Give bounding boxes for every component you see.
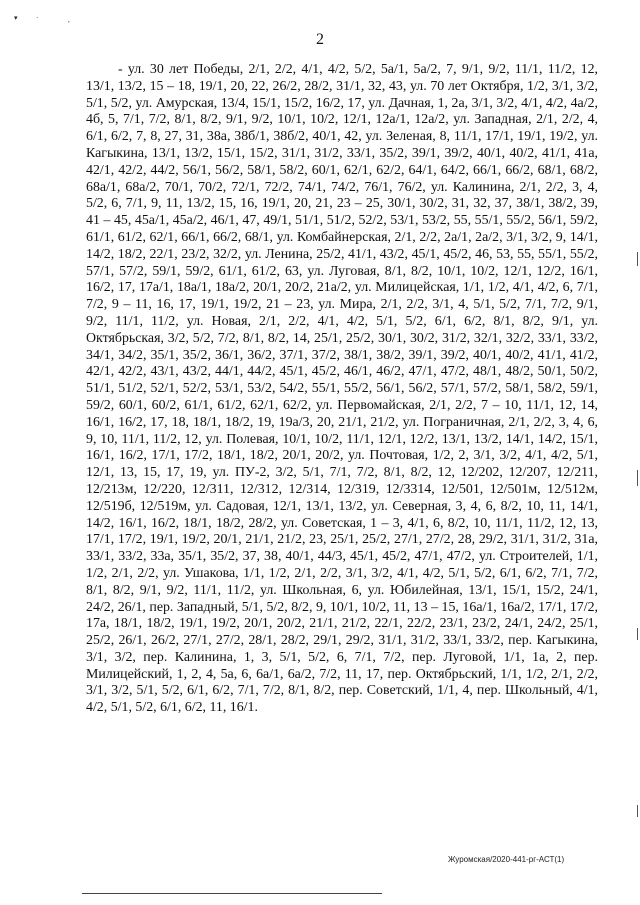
scan-edge-mark: [637, 628, 638, 640]
scan-edge-mark: [637, 805, 638, 817]
scan-speck: ,: [68, 16, 70, 24]
footer-rule: [82, 893, 382, 894]
document-code: Журомская/2020-441-рг-АСТ(1): [448, 855, 565, 864]
page-number: 2: [316, 31, 324, 48]
scan-speck: ▾: [14, 14, 18, 22]
scan-edge-mark: [637, 252, 638, 266]
scan-edge-mark: [637, 470, 638, 486]
address-list-paragraph: - ул. 30 лет Победы, 2/1, 2/2, 4/1, 4/2, 5/2, 5а/1, 5а/2, 7, 9/1, 9/2, 11/1, 11/2, 12, 13/1, 13/2, 15 – 18, 19/1, 20, 22, 26/2, 28/2, 31/1, 32, 43, ул. 70 лет Октября, 1/2, 3/1, 3/2, 5/1, 5/2, ул. Амурская, 13/4, 15/1, 15/2, 16/2, 17, ул. Дачная, 1, 2а, 3/1, 3/2, 4/1, 4/2, 4а/2, 4б, 5, 7/1, 7/2, 8/1, 8/2, 9/1, 9/2, 10/1, 10/2, 12/1, 12а/1, 12а/2, ул. Западная, 2/1, 2/2, 4, 6/1, 6/2, 7, 8, 27, 31, 38а, 38б/1, 38б/2, 40/1, 42, ул. Зеленая, 8, 11/1, 17/1, 19/1, 19/2, ул. Кагыкина, 13/1, 13/2, 15/1, 15/2, 31/1, 31/2, 33/1, 35/2, 39/1, 39/2, 40/1, 40/2, 41/1, 41а, 42/1, 42/2, 44/2, 56/1, 56/2, 58/1, 58/2, 60/1, 62/1, 62/2, 64/1, 64/2, 66/1, 66/2, 68/1, 68/2, 68а/1, 68а/2, 70/1, 70/2, 72/1, 72/2, 74/1, 74/2, 76/1, 76/2, ул. Калинина, 2/1, 2/2, 3, 4, 5/2, 6, 7/1, 9, 11, 13/2, 15, 16, 19/1, 20, 21, 23 – 25, 30/1, 30/2, 31, 32, 37, 38/1, 38/2, 39, 41 – 45, 45а/1, 45а/2, 46/1, 47, 49/1, 51/1, 51/2, 52/2, 53/1, 53/2, 55, 55/1, 55/2, 56/1, 59/2, 61/1, 61/2, 62/1, 66/1, 66/2, 68/1, ул. Комбайнерская, 2/1, 2/2, 2а/1, 2а/2, 3/1, 3/2, 9, 14/1, 14/2, 18/2, 22/1, 23/2, 32/2, ул. Ленина, 25/2, 41/1, 43/2, 45/1, 45/2, 46, 53, 55, 55/1, 55/2, 57/1, 57/2, 59/1, 59/2, 61/1, 61/2, 63, ул. Луговая, 8/1, 8/2, 10/1, 10/2, 12/1, 12/2, 16/1, 16/2, 17, 17а/1, 18а/1, 18а/2, 20/1, 20/2, 21а/2, ул. Милицейская, 1/1, 1/2, 4/1, 4/2, 6, 7/1, 7/2, 9 – 11, 16, 17, 19/1, 19/2, 21 – 23, ул. Мира, 2/1, 2/2, 3/1, 4, 5/1, 5/2, 7/1, 7/2, 9/1, 9/2, 11/1, 11/2, ул. Новая, 2/1, 2/2, 4/1, 4/2, 5/1, 5/2, 6/1, 6/2, 8/1, 8/2, 9/1, ул. Октябрьская, 3/2, 5/2, 7/2, 8/1, 8/2, 14, 25/1, 25/2, 30/1, 30/2, 31/2, 32/1, 32/2, 33/1, 33/2, 34/1, 34/2, 35/1, 35/2, 36/1, 36/2, 37/1, 37/2, 38/1, 38/2, 39/1, 39/2, 40/1, 40/2, 41/1, 41/2, 42/1, 42/2, 43/1, 43/2, 44/1, 44/2, 45/1, 45/2, 46/1, 46/2, 47/1, 47/2, 48/1, 48/2, 50/1, 50/2, 51/1, 51/2, 52/1, 52/2, 53/1, 53/2, 54/2, 55/1, 55/2, 56/1, 56/2, 57/1, 57/2, 58/1, 58/2, 59/1, 59/2, 60/1, 60/2, 61/1, 61/2, 62/1, 62/2, ул. Первомайская, 2/1, 2/2, 7 – 10, 11/1, 12, 14, 16/1, 16/2, 17, 18, 18/1, 18/2, 19, 19а/3, 20, 21/1, 21/2, ул. Пограничная, 2/1, 2/2, 3, 4, 6, 9, 10, 11/1, 11/2, 12, ул. Полевая, 10/1, 10/2, 11/1, 12/1, 12/2, 13/1, 13/2, 14/1, 14/2, 15/1, 16/1, 16/2, 17/1, 17/2, 18/1, 18/2, 20/1, 20/2, ул. Почтовая, 1/2, 2, 3/1, 3/2, 4/1, 4/2, 5/1, 12/1, 13, 15, 17, 19, ул. ПУ-2, 3/2, 5/1, 7/1, 7/2, 8/1, 8/2, 12, 12/202, 12/207, 12/211, 12/213м, 12/220, 12/311, 12/312, 12/314, 12/319, 12/3314, 12/501, 12/501м, 12/512м, 12/519б, 12/519м, ул. Садовая, 12/1, 13/1, 13/2, ул. Северная, 3, 4, 6, 8/2, 10, 11, 14/1, 14/2, 16/1, 16/2, 18/1, 18/2, 28/2, ул. Советская, 1 – 3, 4/1, 6, 8/2, 10, 11/1, 11/2, 12, 13, 17/1, 17/2, 19/1, 19/2, 20/1, 21/1, 21/2, 23, 25/1, 25/2, 27/1, 27/2, 28, 29/2, 31/1, 31/2, 31а, 33/1, 33/2, 33а, 35/1, 35/2, 37, 38, 40/1, 44/3, 45/1, 45/2, 47/1, 47/2, ул. Строителей, 1/1, 1/2, 2/1, 2/2, ул. Ушакова, 1/1, 1/2, 2/1, 2/2, 3/1, 3/2, 4/1, 4/2, 5/1, 5/2, 6/1, 6/2, 7/1, 7/2, 8/1, 8/2, 9/1, 9/2, 11/1, 11/2, ул. Школьная, 6, ул. Юбилейная, 13/1, 15/1, 15/2, 24/1, 24/2, 26/1, пер. Западный, 5/1, 5/2, 8/2, 9, 10/1, 10/2, 11, 13 – 15, 16а/1, 16а/2, 17/1, 17/2, 17а, 18/1, 18/2, 19/1, 19/2, 20/1, 20/2, 21/1, 21/2, 22/1, 22/2, 23/1, 23/2, 24/1, 24/2, 25/1, 25/2, 26/1, 26/2, 27/1, 27/2, 28/1, 28/2, 29/1, 29/2, 31/1, 31/2, 33/1, 33/2, пер. Кагыкина, 3/1, 3/2, пер. Калинина, 1, 3, 5/1, 5/2, 6, 7/1, 7/2, пер. Луговой, 1/1, 1а, 2, пер. Милицейский, 1, 2, 4, 5а, 6, 6а/1, 6а/2, 7/2, 11, 17, пер. Октябрьский, 1/1, 1/2, 2/1, 2/2, 3/1, 3/2, 5/1, 5/2, 6/1, 6/2, 7/1, 7/2, 8/1, 8/2, пер. Советский, 1/1, 4, пер. Школьный, 4/1, 4/2, 5/1, 5/2, 6/1, 6/2, 11, 16/1.: [86, 62, 598, 716]
scan-speck: ·: [36, 14, 39, 22]
